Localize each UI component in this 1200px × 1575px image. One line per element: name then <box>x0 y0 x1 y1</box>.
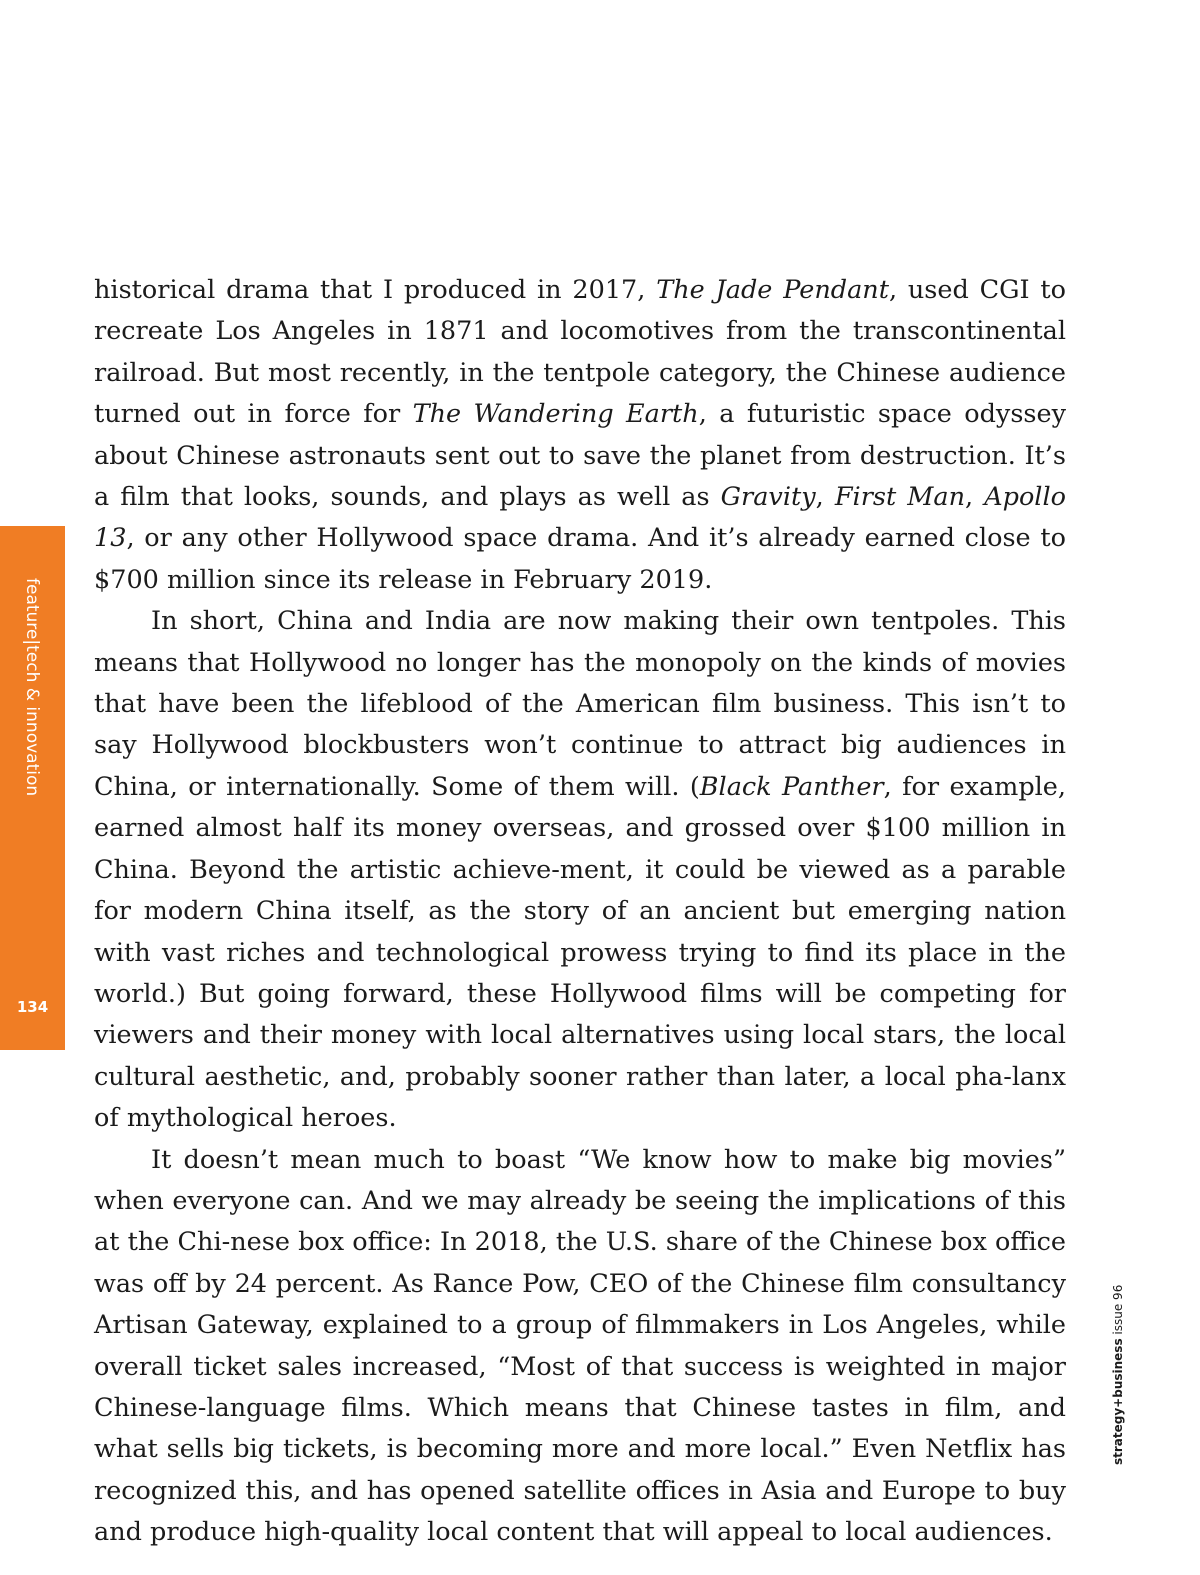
text-run: historical drama that I produced in 2017, <box>94 275 657 305</box>
text-run: , a futuristic space odyssey about Chinese astronauts sent out to save the planet from destruction. It’s a film that looks, sounds, and plays as well as <box>94 399 1066 513</box>
paragraph <box>94 270 1066 601</box>
publication-name: strategy+business <box>1111 1338 1125 1465</box>
italic-title: First Man <box>834 482 966 513</box>
italic-title: The Jade Pendant <box>656 275 889 305</box>
paragraph <box>94 601 1066 1139</box>
paragraph <box>94 1140 1066 1554</box>
text-run: , for example, earned almost half its money overseas, and grossed over $100 million in China. Beyond the artistic achieve-ment, it could be viewed as a parable for modern China itself, as the story of an ancient but emerging nation with vast riches and technological prowess trying to find its place in the world.) But going forward, these Hollywood films will be competing for viewers and their money with local alternatives using local stars, the local cultural aesthetic, and, probably sooner rather than later, a local pha-lanx of mythological heroes. <box>94 771 1066 1134</box>
text-run: , used CGI to recreate Los Angeles in 1871 and locomotives from the transcontinental railroad. But most recently, in the tentpole category, the Chinese audience turned out in force for <box>94 275 1066 430</box>
issue-number: issue 96 <box>1111 1284 1125 1335</box>
section-label <box>0 578 65 848</box>
text-run: , or any other Hollywood space drama. And it’s already earned close to $700 million since its release in February 2019. <box>94 523 1066 595</box>
text-run: In short, China and India are now making their own tentpoles. This means that Hollywood no longer has the monopoly on the kinds of movies that have been the lifeblood of the American film business. This isn’t to say Hollywood blockbusters won’t continue to attract big audiences in China, or internationally. Some of them will. ( <box>94 606 1066 802</box>
text-run: , <box>965 482 985 513</box>
italic-title: The Wandering Earth <box>412 399 699 430</box>
section-label-topic: tech & innovation <box>22 645 42 797</box>
section-label-category: feature <box>22 578 42 640</box>
text-run: , <box>815 482 835 513</box>
article-body <box>94 270 1066 1554</box>
italic-title: Black Panther <box>699 771 884 802</box>
page-number: 134 <box>16 998 49 1016</box>
section-label-separator: | <box>22 639 42 646</box>
italic-title: Gravity <box>720 482 816 513</box>
text-run: It doesn’t mean much to boast “We know how to make big movies” when everyone can. And we may already be seeing the implications of this at the Chi-nese box office: In 2018, the U.S. share of the Chinese box office was off by 24 percent. As Rance Pow, CEO of the Chinese film consultancy Artisan Gateway, explained to a group of filmmakers in Los Angeles, while overall ticket sales increased, “Most of that success is weighted in major Chinese-language films. Which means that Chinese tastes in film, and what sells big tickets, is becoming more and more local.” Even Netflix has recognized this, and has opened satellite offices in Asia and Europe to buy and produce high-quality local content that will appeal to local audiences. <box>94 1144 1066 1548</box>
publication-footer <box>1108 1284 1132 1465</box>
italic-title: Apollo 13 <box>94 482 1066 554</box>
